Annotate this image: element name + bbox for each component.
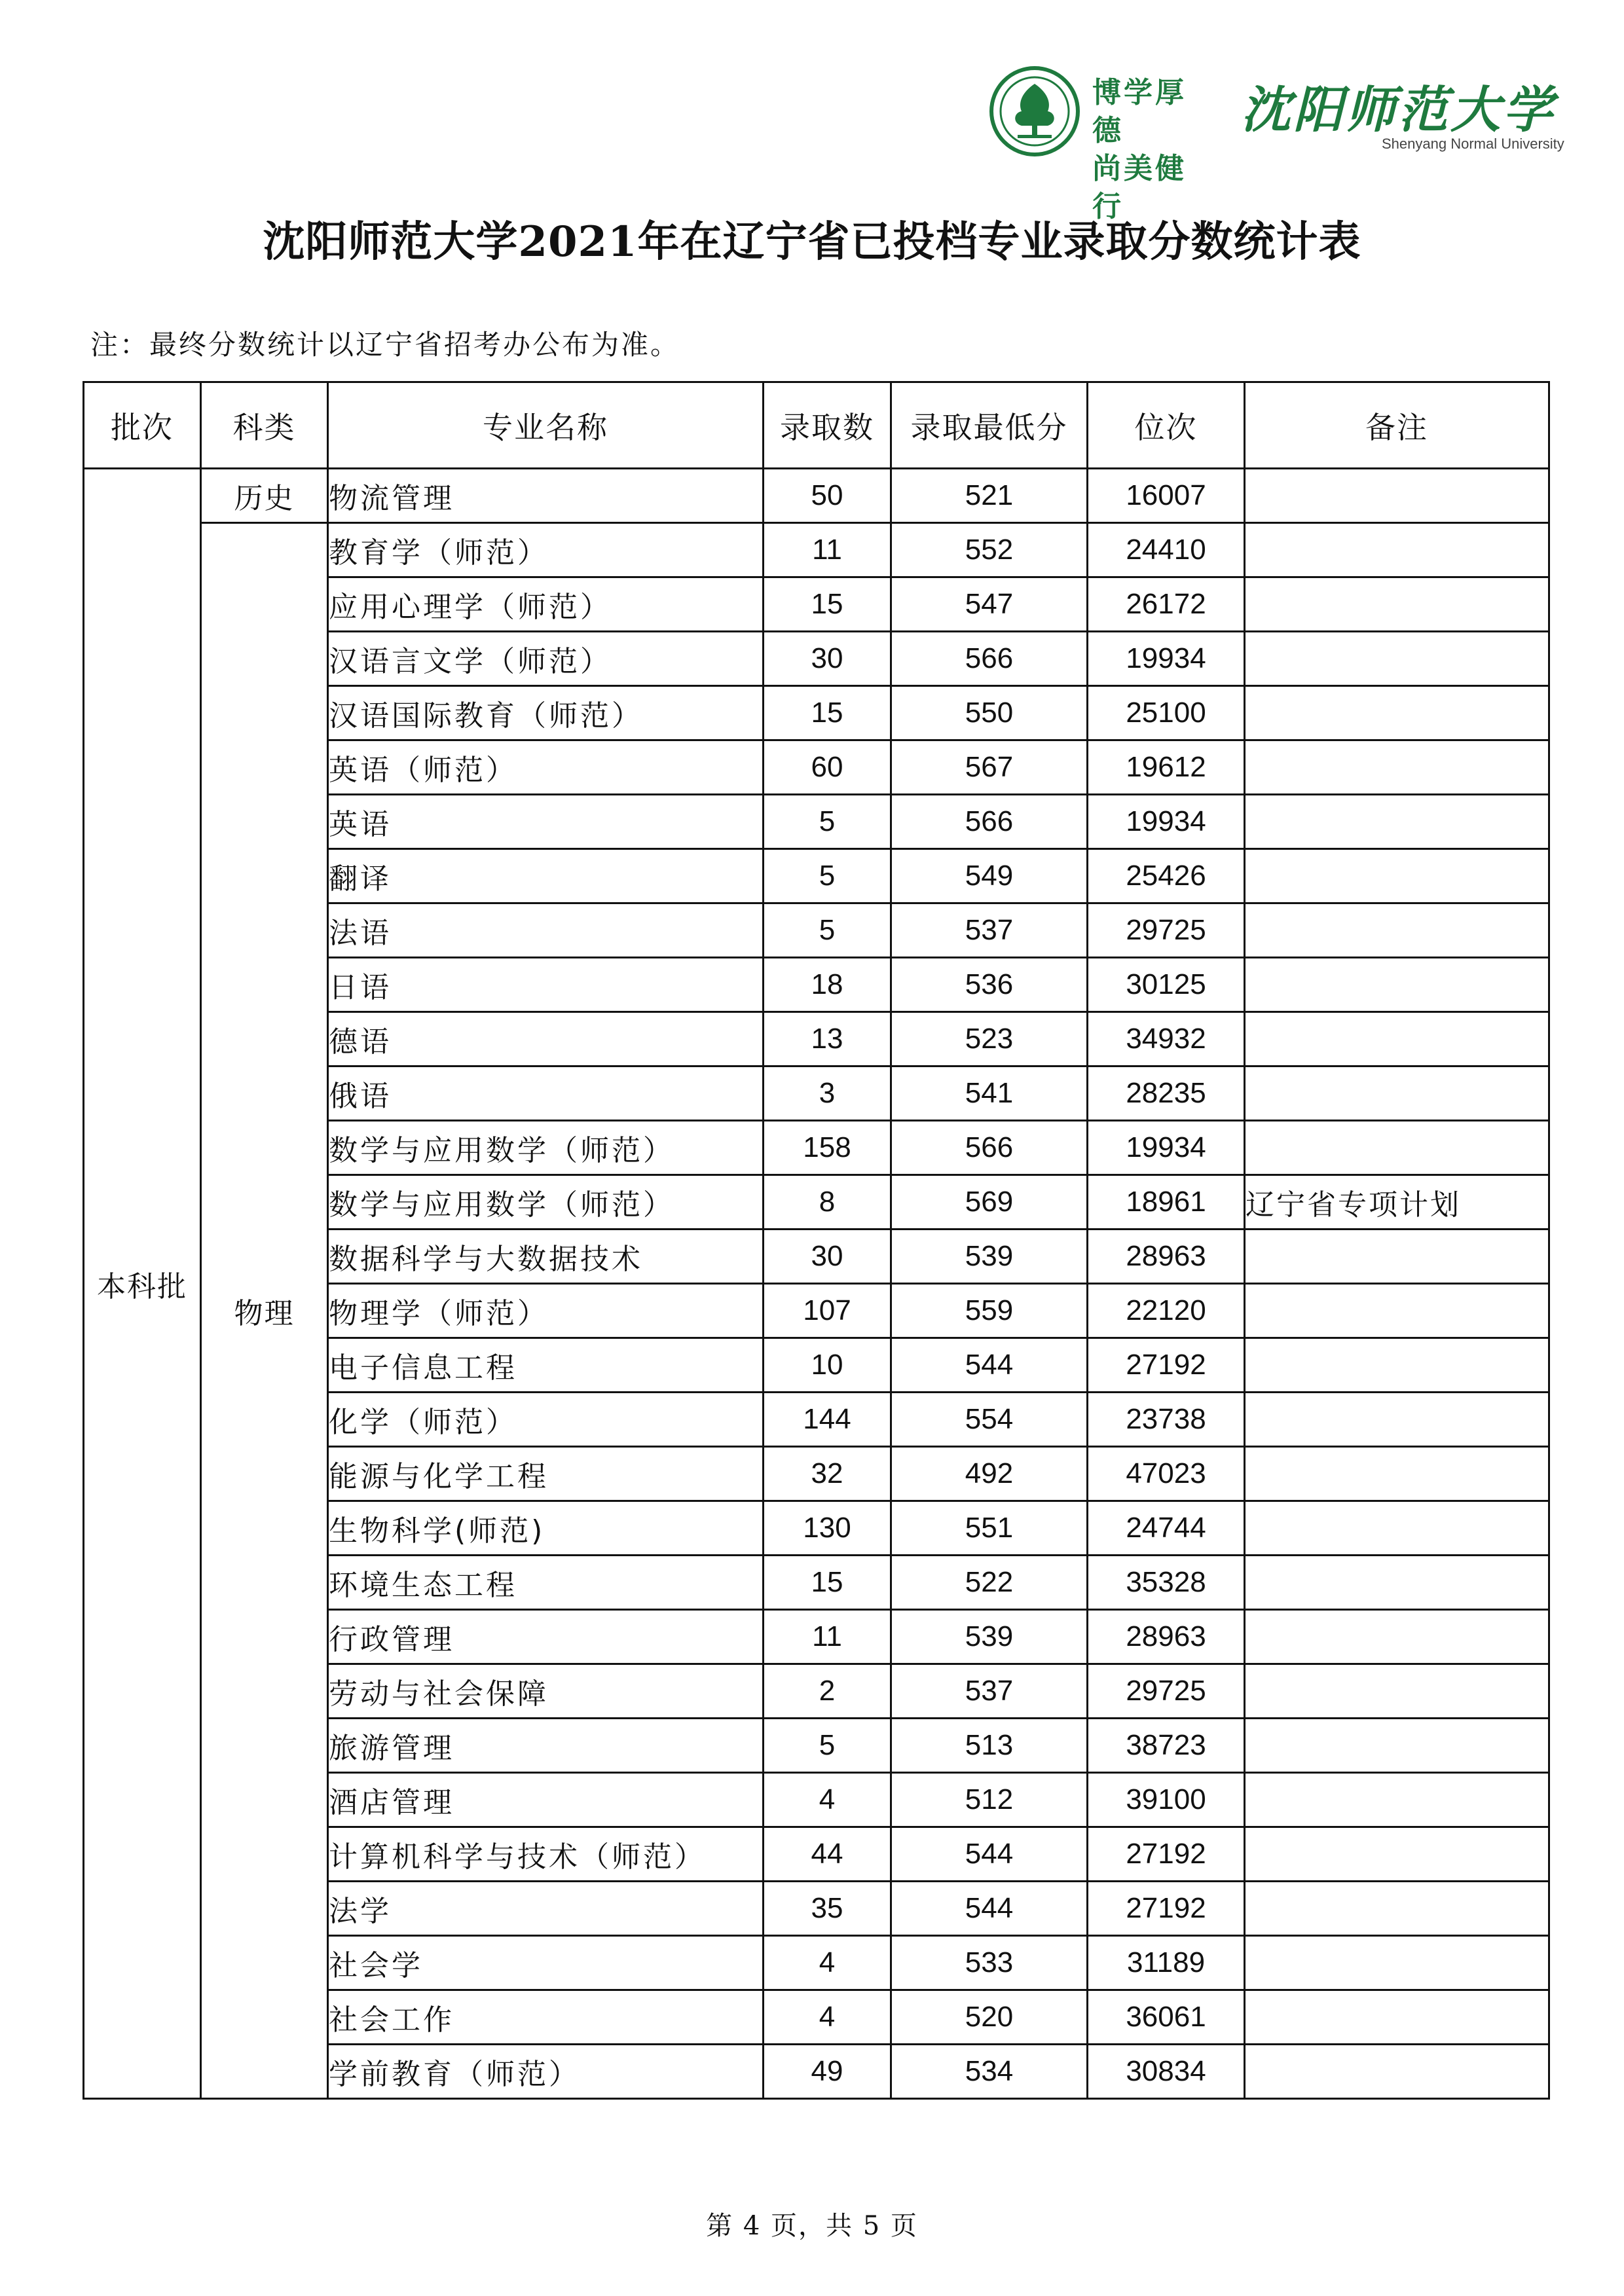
- rank-cell: 19934: [1088, 632, 1245, 686]
- min-score-cell: 567: [891, 740, 1088, 795]
- major-name-cell: 物流管理: [328, 469, 764, 523]
- admitted-count-cell: 2: [764, 1664, 891, 1719]
- rank-cell: 47023: [1088, 1447, 1245, 1501]
- remark-cell: [1245, 1066, 1549, 1121]
- admitted-count-cell: 4: [764, 1773, 891, 1827]
- min-score-cell: 536: [891, 958, 1088, 1012]
- admitted-count-cell: 4: [764, 1936, 891, 1990]
- admitted-count-cell: 30: [764, 632, 891, 686]
- remark-cell: [1245, 1610, 1549, 1664]
- min-score-cell: 544: [891, 1827, 1088, 1882]
- rank-cell: 38723: [1088, 1719, 1245, 1773]
- major-name-cell: 法语: [328, 903, 764, 958]
- document-title: 沈阳师范大学2021年在辽宁省已投档专业录取分数统计表: [263, 217, 1361, 266]
- major-name-cell: 汉语言文学（师范）: [328, 632, 764, 686]
- rank-cell: 28235: [1088, 1066, 1245, 1121]
- rank-cell: 27192: [1088, 1338, 1245, 1393]
- rank-cell: 16007: [1088, 469, 1245, 523]
- admitted-count-cell: 18: [764, 958, 891, 1012]
- major-name-cell: 物理学（师范）: [328, 1284, 764, 1338]
- admitted-count-cell: 15: [764, 686, 891, 740]
- header-min-score: 录取最低分: [891, 382, 1088, 469]
- min-score-cell: 554: [891, 1393, 1088, 1447]
- min-score-cell: 523: [891, 1012, 1088, 1066]
- admission-scores-table: [83, 381, 1550, 2100]
- category-cell: 物理: [201, 523, 328, 2099]
- admitted-count-cell: 15: [764, 577, 891, 632]
- rank-cell: 18961: [1088, 1175, 1245, 1230]
- remark-cell: [1245, 1338, 1549, 1393]
- motto-line-2: 尚美健行: [1092, 152, 1187, 223]
- remark-cell: [1245, 523, 1549, 577]
- min-score-cell: 544: [891, 1338, 1088, 1393]
- remark-cell: [1245, 1284, 1549, 1338]
- major-name-cell: 电子信息工程: [328, 1338, 764, 1393]
- admitted-count-cell: 5: [764, 1719, 891, 1773]
- category-cell: 历史: [201, 469, 328, 523]
- major-name-cell: 生物科学(师范): [328, 1501, 764, 1556]
- table-row: [84, 523, 1549, 577]
- rank-cell: 29725: [1088, 903, 1245, 958]
- header-admitted-count: 录取数: [764, 382, 891, 469]
- remark-cell: [1245, 1447, 1549, 1501]
- rank-cell: 24410: [1088, 523, 1245, 577]
- min-score-cell: 566: [891, 632, 1088, 686]
- min-score-cell: 513: [891, 1719, 1088, 1773]
- min-score-cell: 547: [891, 577, 1088, 632]
- major-name-cell: 教育学（师范）: [328, 523, 764, 577]
- major-name-cell: 法学: [328, 1882, 764, 1936]
- min-score-cell: 533: [891, 1936, 1088, 1990]
- major-name-cell: 行政管理: [328, 1610, 764, 1664]
- admitted-count-cell: 11: [764, 1610, 891, 1664]
- header-remark: 备注: [1245, 382, 1549, 469]
- min-score-cell: 541: [891, 1066, 1088, 1121]
- min-score-cell: 539: [891, 1230, 1088, 1284]
- motto-line-1: 博学厚德: [1092, 76, 1187, 147]
- remark-cell: [1245, 686, 1549, 740]
- remark-cell: [1245, 1719, 1549, 1773]
- major-name-cell: 化学（师范）: [328, 1393, 764, 1447]
- rank-cell: 19934: [1088, 795, 1245, 849]
- major-name-cell: 英语（师范）: [328, 740, 764, 795]
- min-score-cell: 522: [891, 1556, 1088, 1610]
- admitted-count-cell: 32: [764, 1447, 891, 1501]
- remark-cell: [1245, 1556, 1549, 1610]
- major-name-cell: 环境生态工程: [328, 1556, 764, 1610]
- min-score-cell: 550: [891, 686, 1088, 740]
- rank-cell: 30834: [1088, 2045, 1245, 2099]
- min-score-cell: 537: [891, 903, 1088, 958]
- remark-cell: [1245, 795, 1549, 849]
- admitted-count-cell: 11: [764, 523, 891, 577]
- admitted-count-cell: 130: [764, 1501, 891, 1556]
- rank-cell: 39100: [1088, 1773, 1245, 1827]
- remark-cell: [1245, 1990, 1549, 2045]
- major-name-cell: 社会学: [328, 1936, 764, 1990]
- admitted-count-cell: 15: [764, 1556, 891, 1610]
- rank-cell: 28963: [1088, 1610, 1245, 1664]
- major-name-cell: 日语: [328, 958, 764, 1012]
- admitted-count-cell: 4: [764, 1990, 891, 2045]
- school-motto: [1092, 74, 1217, 226]
- admitted-count-cell: 50: [764, 469, 891, 523]
- remark-cell: [1245, 2045, 1549, 2099]
- remark-cell: 辽宁省专项计划: [1245, 1175, 1549, 1230]
- remark-cell: [1245, 1936, 1549, 1990]
- rank-cell: 25426: [1088, 849, 1245, 903]
- admitted-count-cell: 60: [764, 740, 891, 795]
- major-name-cell: 数学与应用数学（师范）: [328, 1175, 764, 1230]
- remark-cell: [1245, 1882, 1549, 1936]
- min-score-cell: 492: [891, 1447, 1088, 1501]
- table-row: [84, 469, 1549, 523]
- major-name-cell: 数学与应用数学（师范）: [328, 1121, 764, 1175]
- remark-cell: [1245, 577, 1549, 632]
- rank-cell: 25100: [1088, 686, 1245, 740]
- min-score-cell: 520: [891, 1990, 1088, 2045]
- rank-cell: 22120: [1088, 1284, 1245, 1338]
- major-name-cell: 俄语: [328, 1066, 764, 1121]
- min-score-cell: 544: [891, 1882, 1088, 1936]
- min-score-cell: 569: [891, 1175, 1088, 1230]
- remark-cell: [1245, 1012, 1549, 1066]
- admitted-count-cell: 5: [764, 795, 891, 849]
- admitted-count-cell: 5: [764, 849, 891, 903]
- table-body: [84, 469, 1549, 2099]
- document-note: 注：最终分数统计以辽宁省招考办公布为准。: [90, 329, 680, 361]
- major-name-cell: 应用心理学（师范）: [328, 577, 764, 632]
- admitted-count-cell: 30: [764, 1230, 891, 1284]
- admitted-count-cell: 107: [764, 1284, 891, 1338]
- header-logo: [989, 62, 1564, 223]
- remark-cell: [1245, 1230, 1549, 1284]
- major-name-cell: 数据科学与大数据技术: [328, 1230, 764, 1284]
- header-major-name: 专业名称: [328, 382, 764, 469]
- rank-cell: 23738: [1088, 1393, 1245, 1447]
- min-score-cell: 539: [891, 1610, 1088, 1664]
- header-batch: 批次: [84, 382, 201, 469]
- major-name-cell: 学前教育（师范）: [328, 2045, 764, 2099]
- major-name-cell: 英语: [328, 795, 764, 849]
- min-score-cell: 537: [891, 1664, 1088, 1719]
- min-score-cell: 521: [891, 469, 1088, 523]
- admitted-count-cell: 13: [764, 1012, 891, 1066]
- major-name-cell: 社会工作: [328, 1990, 764, 2045]
- admitted-count-cell: 10: [764, 1338, 891, 1393]
- admitted-count-cell: 44: [764, 1827, 891, 1882]
- remark-cell: [1245, 469, 1549, 523]
- header-category: 科类: [201, 382, 328, 469]
- rank-cell: 26172: [1088, 577, 1245, 632]
- min-score-cell: 512: [891, 1773, 1088, 1827]
- min-score-cell: 534: [891, 2045, 1088, 2099]
- admitted-count-cell: 49: [764, 2045, 891, 2099]
- rank-cell: 30125: [1088, 958, 1245, 1012]
- major-name-cell: 汉语国际教育（师范）: [328, 686, 764, 740]
- min-score-cell: 551: [891, 1501, 1088, 1556]
- major-name-cell: 能源与化学工程: [328, 1447, 764, 1501]
- university-name-en: Shenyang Normal University: [1382, 136, 1564, 152]
- min-score-cell: 549: [891, 849, 1088, 903]
- university-seal-icon: [989, 65, 1080, 157]
- rank-cell: 36061: [1088, 1990, 1245, 2045]
- major-name-cell: 劳动与社会保障: [328, 1664, 764, 1719]
- min-score-cell: 566: [891, 1121, 1088, 1175]
- rank-cell: 19934: [1088, 1121, 1245, 1175]
- rank-cell: 28963: [1088, 1230, 1245, 1284]
- header-rank: 位次: [1088, 382, 1245, 469]
- remark-cell: [1245, 849, 1549, 903]
- page-footer: 第 4 页，共 5 页: [706, 2211, 918, 2241]
- min-score-cell: 566: [891, 795, 1088, 849]
- rank-cell: 19612: [1088, 740, 1245, 795]
- rank-cell: 35328: [1088, 1556, 1245, 1610]
- major-name-cell: 计算机科学与技术（师范）: [328, 1827, 764, 1882]
- rank-cell: 29725: [1088, 1664, 1245, 1719]
- rank-cell: 24744: [1088, 1501, 1245, 1556]
- remark-cell: [1245, 1501, 1549, 1556]
- remark-cell: [1245, 1121, 1549, 1175]
- remark-cell: [1245, 958, 1549, 1012]
- rank-cell: 34932: [1088, 1012, 1245, 1066]
- remark-cell: [1245, 1827, 1549, 1882]
- remark-cell: [1245, 1393, 1549, 1447]
- admitted-count-cell: 144: [764, 1393, 891, 1447]
- major-name-cell: 旅游管理: [328, 1719, 764, 1773]
- rank-cell: 31189: [1088, 1936, 1245, 1990]
- admitted-count-cell: 35: [764, 1882, 891, 1936]
- major-name-cell: 翻译: [328, 849, 764, 903]
- min-score-cell: 552: [891, 523, 1088, 577]
- remark-cell: [1245, 1773, 1549, 1827]
- admitted-count-cell: 3: [764, 1066, 891, 1121]
- remark-cell: [1245, 740, 1549, 795]
- remark-cell: [1245, 632, 1549, 686]
- rank-cell: 27192: [1088, 1827, 1245, 1882]
- remark-cell: [1245, 1664, 1549, 1719]
- major-name-cell: 德语: [328, 1012, 764, 1066]
- rank-cell: 27192: [1088, 1882, 1245, 1936]
- admitted-count-cell: 8: [764, 1175, 891, 1230]
- table-header-row: [84, 382, 1549, 469]
- admitted-count-cell: 158: [764, 1121, 891, 1175]
- remark-cell: [1245, 903, 1549, 958]
- major-name-cell: 酒店管理: [328, 1773, 764, 1827]
- admitted-count-cell: 5: [764, 903, 891, 958]
- min-score-cell: 559: [891, 1284, 1088, 1338]
- batch-cell: 本科批: [84, 469, 201, 2099]
- university-name-cn: 沈阳师范大学: [1241, 81, 1555, 139]
